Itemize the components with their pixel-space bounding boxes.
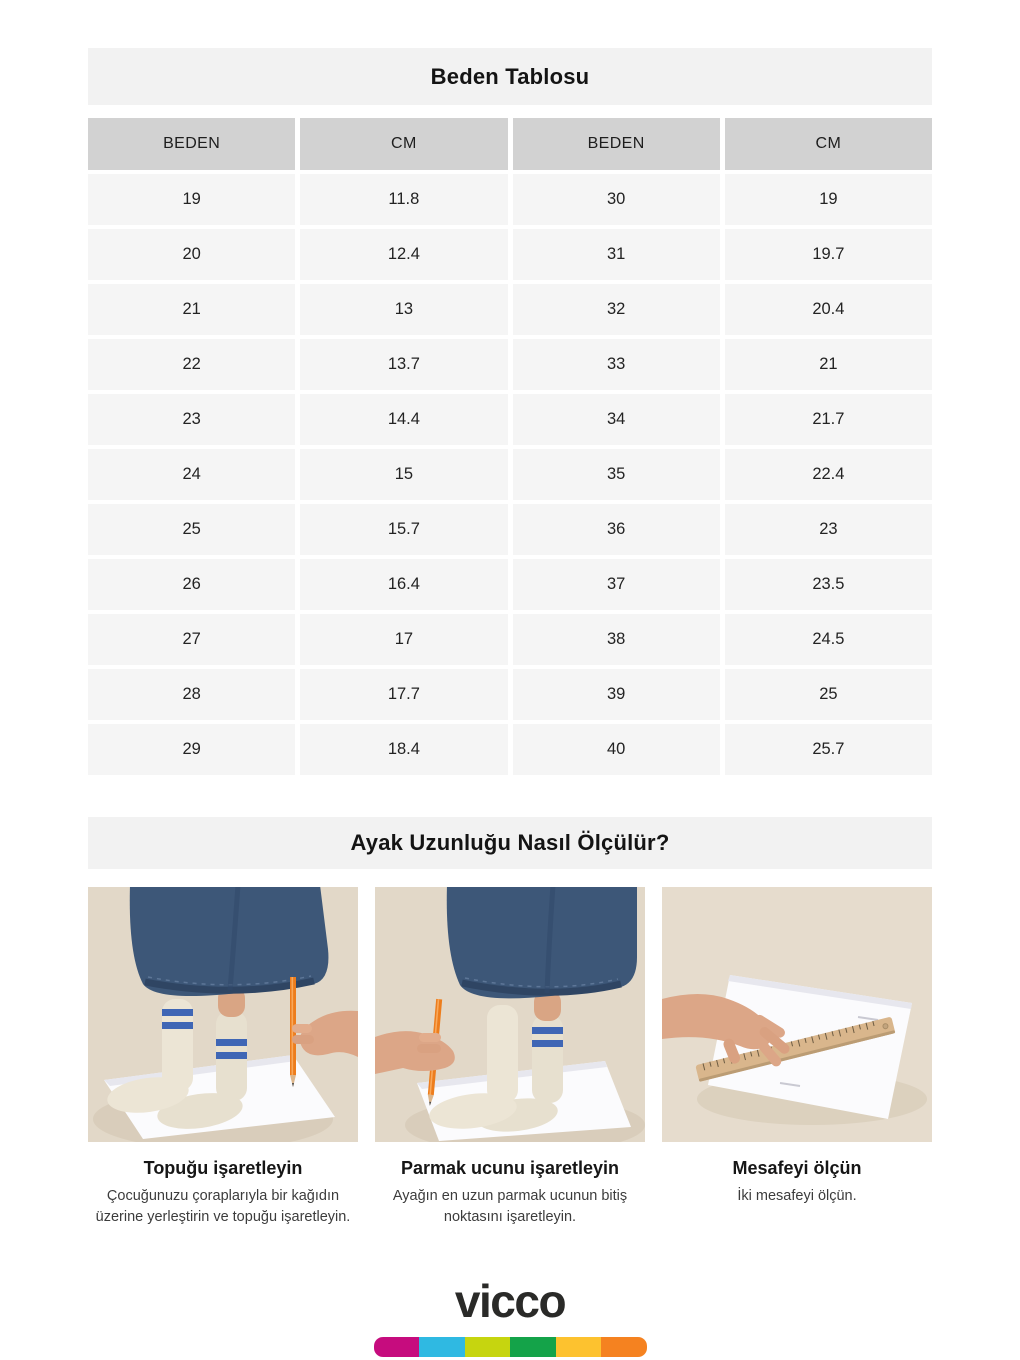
brand-color-segment [510,1337,556,1357]
size-table-header-cell: BEDEN [88,118,295,170]
brand-logo: vicco [454,1275,566,1328]
size-cell: 17 [300,614,507,665]
size-cell: 35 [513,449,720,500]
step-description: Ayağın en uzun parmak ucunun bitiş noktasını işaretleyin. [392,1188,628,1226]
step-title: Topuğu işaretleyin [143,1158,303,1178]
size-cell: 37 [513,559,720,610]
size-cell: 30 [513,174,720,225]
measure-section-title: Ayak Uzunluğu Nasıl Ölçülür? [350,830,670,855]
size-cell: 16.4 [300,559,507,610]
size-cell: 23 [725,504,932,555]
size-table [88,118,932,775]
size-cell: 23 [88,394,295,445]
step-description: Çocuğunuzu çoraplarıyla bir kağıdın üzerine yerleştirin ve topuğu işaretleyin. [95,1188,351,1226]
size-cell: 26 [88,559,295,610]
size-table-header-cell: BEDEN [513,118,720,170]
brand-color-segment [419,1337,465,1357]
brand-footer [88,1276,932,1357]
brand-color-segment [374,1337,420,1357]
measure-steps [88,887,932,1228]
measure-section-title-bar [88,817,932,869]
size-cell: 24 [88,449,295,500]
size-cell: 19.7 [725,229,932,280]
size-cell: 13 [300,284,507,335]
size-cell: 29 [88,724,295,775]
size-cell: 24.5 [725,614,932,665]
page-content [88,48,932,1357]
size-table-title: Beden Tablosu [430,63,590,89]
step-card-measure [662,887,932,1228]
size-cell: 19 [88,174,295,225]
mark-toe-photo [375,887,645,1142]
size-cell: 25 [88,504,295,555]
size-cell: 22.4 [725,449,932,500]
step-card-mark-toe [375,887,645,1228]
size-cell: 21.7 [725,394,932,445]
size-cell: 25.7 [725,724,932,775]
size-table-title-bar [88,48,932,105]
size-cell: 23.5 [725,559,932,610]
size-cell: 20 [88,229,295,280]
size-table-header-cell: CM [300,118,507,170]
size-cell: 36 [513,504,720,555]
size-cell: 40 [513,724,720,775]
step-title: Parmak ucunu işaretleyin [400,1158,620,1178]
size-cell: 21 [88,284,295,335]
size-cell: 25 [725,669,932,720]
size-table-header-cell: CM [725,118,932,170]
measure-distance-photo [662,887,932,1142]
step-title: Mesafeyi ölçün [732,1158,862,1178]
size-cell: 39 [513,669,720,720]
mark-heel-photo [88,887,358,1142]
size-cell: 12.4 [300,229,507,280]
brand-color-segment [556,1337,602,1357]
size-cell: 38 [513,614,720,665]
size-cell: 31 [513,229,720,280]
size-cell: 19 [725,174,932,225]
size-cell: 15.7 [300,504,507,555]
size-cell: 22 [88,339,295,390]
brand-color-segment [601,1337,647,1357]
brand-color-bar [374,1337,647,1357]
size-cell: 32 [513,284,720,335]
size-cell: 14.4 [300,394,507,445]
size-cell: 34 [513,394,720,445]
size-cell: 18.4 [300,724,507,775]
step-description: İki mesafeyi ölçün. [737,1188,857,1204]
size-cell: 21 [725,339,932,390]
size-cell: 17.7 [300,669,507,720]
step-card-mark-heel [88,887,358,1228]
size-cell: 13.7 [300,339,507,390]
size-cell: 33 [513,339,720,390]
size-cell: 15 [300,449,507,500]
brand-color-segment [465,1337,511,1357]
size-cell: 11.8 [300,174,507,225]
size-cell: 27 [88,614,295,665]
size-cell: 20.4 [725,284,932,335]
size-cell: 28 [88,669,295,720]
